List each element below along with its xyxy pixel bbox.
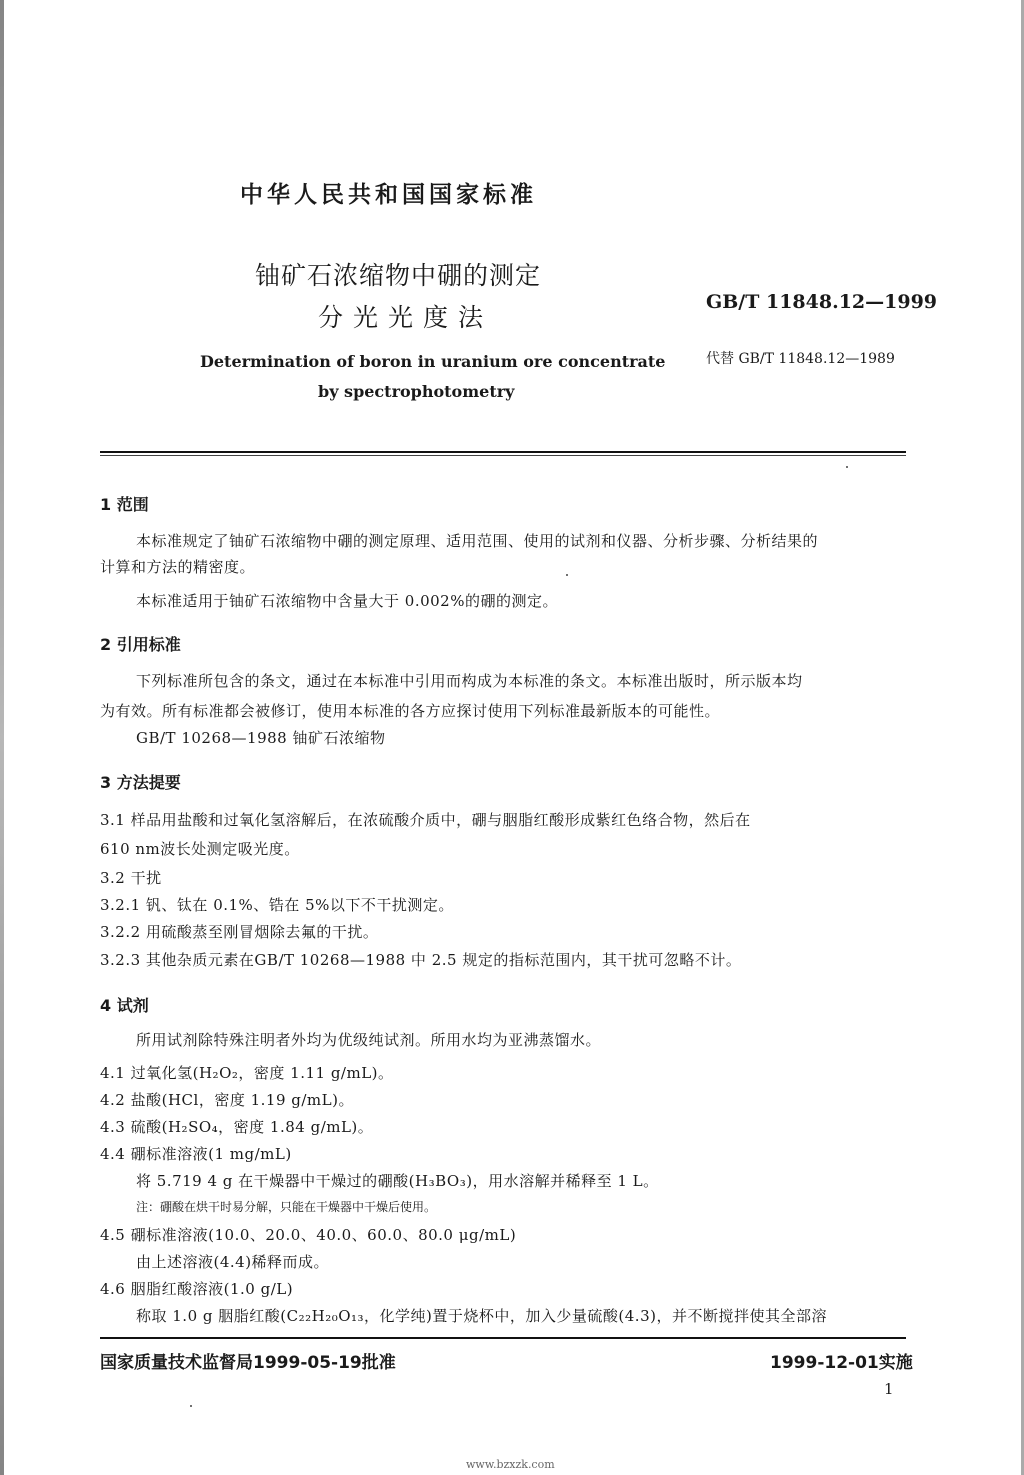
- section-1-para1-line1: 本标准规定了铀矿石浓缩物中硼的测定原理、适用范围、使用的试剂和仪器、分析步骤、分析结果的: [136, 532, 819, 550]
- title-en-line2: by spectrophotometry: [318, 382, 515, 401]
- section-4-intro: 所用试剂除特殊注明者外均为优级纯试剂。所用水均为亚沸蒸馏水。: [136, 1031, 602, 1049]
- scan-speck: [846, 466, 848, 468]
- title-cn-line1: 铀矿石浓缩物中硼的测定: [255, 261, 542, 290]
- section-1-para2: 本标准适用于铀矿石浓缩物中含量大于 0.002%的硼的测定。: [136, 592, 558, 610]
- section-2-heading: 2 引用标准: [100, 635, 181, 654]
- site-watermark[interactable]: www.bzxzk.com: [466, 1458, 555, 1471]
- section-4-6-body: 称取 1.0 g 胭脂红酸(C₂₂H₂₀O₁₃，化学纯)置于烧杯中，加入少量硫酸(4.3)，并不断搅拌使其全部溶: [136, 1307, 827, 1325]
- section-3-2-3: 3.2.3 其他杂质元素在GB/T 10268—1988 中 2.5 规定的指标范围内，其干扰可忽略不计。: [100, 951, 742, 969]
- standard-number: GB/T 11848.12—1999: [706, 291, 938, 313]
- section-4-heading: 4 试剂: [100, 996, 149, 1015]
- replaces-standard: 代替 GB/T 11848.12—1989: [706, 351, 895, 367]
- header-rule-thin: [100, 455, 906, 456]
- section-3-2: 3.2 干扰: [100, 869, 162, 887]
- section-2-reference: GB/T 10268—1988 铀矿石浓缩物: [136, 729, 386, 747]
- section-3-heading: 3 方法提要: [100, 773, 181, 792]
- title-cn-line2: 分光光度法: [318, 303, 494, 332]
- footer-rule: [100, 1337, 906, 1339]
- implementation-date: 1999-12-01实施: [770, 1353, 913, 1373]
- title-en-line1: Determination of boron in uranium ore concentrate: [200, 352, 666, 371]
- section-3-1-line1: 3.1 样品用盐酸和过氧化氢溶解后，在浓硫酸介质中，硼与胭脂红酸形成紫红色络合物，然后在: [100, 811, 751, 829]
- section-4-3: 4.3 硫酸(H₂SO₄，密度 1.84 g/mL)。: [100, 1118, 374, 1136]
- section-4-5: 4.5 硼标准溶液(10.0、20.0、40.0、60.0、80.0 μg/mL): [100, 1226, 517, 1244]
- scan-speck: [566, 574, 568, 576]
- section-4-4: 4.4 硼标准溶液(1 mg/mL): [100, 1145, 292, 1163]
- section-3-1-line2: 610 nm波长处测定吸光度。: [100, 840, 300, 858]
- section-2-para-line2: 为有效。所有标准都会被修订，使用本标准的各方应探讨使用下列标准最新版本的可能性。: [100, 702, 721, 720]
- scan-edge-left: [0, 0, 4, 1475]
- national-standard-heading: 中华人民共和国国家标准: [240, 182, 537, 208]
- section-4-4-note: 注：硼酸在烘干时易分解，只能在干燥器中干燥后使用。: [136, 1200, 437, 1214]
- section-4-1: 4.1 过氧化氢(H₂O₂，密度 1.11 g/mL)。: [100, 1064, 394, 1082]
- approval-line: 国家质量技术监督局1999-05-19批准: [100, 1353, 396, 1373]
- section-4-5-body: 由上述溶液(4.4)稀释而成。: [136, 1253, 330, 1271]
- header-rule: [100, 451, 906, 453]
- section-3-2-1: 3.2.1 钒、钛在 0.1%、锆在 5%以下不干扰测定。: [100, 896, 454, 914]
- page-number: 1: [884, 1380, 894, 1398]
- section-1-heading: 1 范围: [100, 495, 149, 514]
- section-4-2: 4.2 盐酸(HCl，密度 1.19 g/mL)。: [100, 1091, 354, 1109]
- section-4-4-body: 将 5.719 4 g 在干燥器中干燥过的硼酸(H₃BO₃)，用水溶解并稀释至 1 L。: [136, 1172, 659, 1190]
- scan-speck: [190, 1405, 192, 1407]
- section-2-para-line1: 下列标准所包含的条文，通过在本标准中引用而构成为本标准的条文。本标准出版时，所示版本均: [136, 672, 803, 690]
- section-1-para1-line2: 计算和方法的精密度。: [100, 558, 256, 576]
- section-4-6: 4.6 胭脂红酸溶液(1.0 g/L): [100, 1280, 294, 1298]
- section-3-2-2: 3.2.2 用硫酸蒸至刚冒烟除去氟的干扰。: [100, 923, 379, 941]
